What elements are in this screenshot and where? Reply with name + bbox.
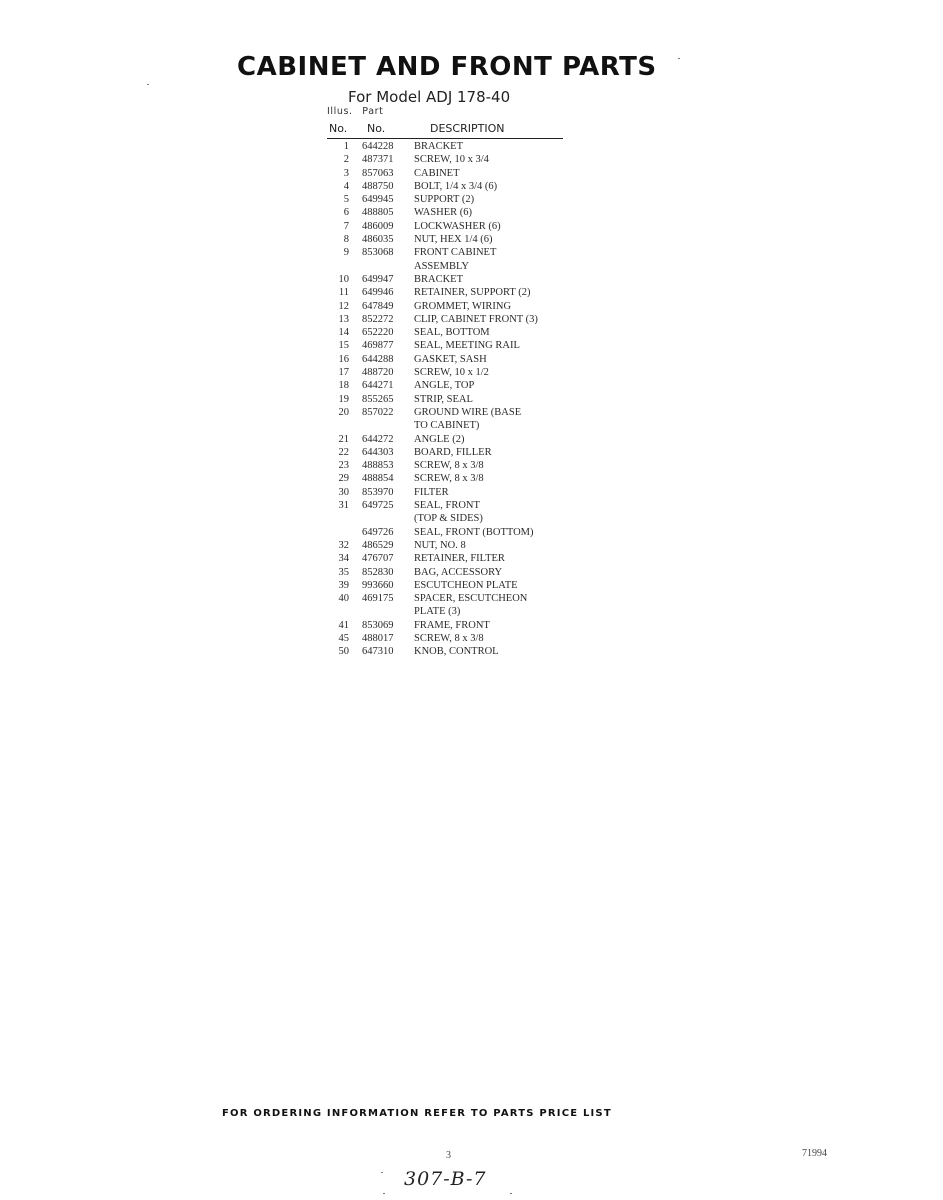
part-number: 993660 [362,579,394,591]
header-part-no: No. [367,122,386,135]
illus-number: 45 [338,632,349,644]
part-number: 853068 [362,247,394,259]
part-row [327,380,577,393]
part-description: FRONT CABINET [414,247,497,259]
model-subtitle: For Model ADJ 178-40 [348,88,511,106]
part-row [327,221,577,234]
part-number: 488853 [362,460,394,472]
part-row [327,287,577,300]
header-divider [327,138,563,139]
part-row [327,261,577,274]
part-number: 488854 [362,473,394,485]
part-description: BRACKET [414,141,464,152]
part-number: 853970 [362,486,394,498]
part-description: CABINET [414,167,460,179]
part-number: 855265 [362,393,394,405]
illus-label: Illus. [327,106,353,117]
part-description: TO CABINET) [414,420,480,432]
illus-number: 5 [343,194,349,206]
part-number: 644271 [362,380,394,392]
part-description: LOCKWASHER (6) [414,220,501,232]
part-row [327,181,577,194]
part-number: 486529 [362,539,394,551]
part-row [327,407,577,420]
part-description: GASKET, SASH [414,353,487,365]
part-description: RETAINER, SUPPORT (2) [414,287,531,299]
part-description: BAG, ACCESSORY [414,566,503,578]
part-row [327,460,577,473]
illus-number: 23 [338,460,349,472]
scan-speck [383,1193,385,1194]
part-description: SCREW, 8 x 3/8 [414,632,484,644]
illus-number: 34 [338,553,349,565]
part-description: ESCUTCHEON PLATE [414,579,518,591]
illus-number: 20 [338,406,349,418]
illus-number: 22 [338,446,349,458]
part-number: 649945 [362,194,394,206]
parts-list [327,141,577,660]
part-row [327,394,577,407]
part-row [327,527,577,540]
part-row [327,420,577,433]
part-number: 853069 [362,619,394,631]
part-description: SEAL, FRONT (BOTTOM) [414,526,534,538]
part-description: STRIP, SEAL [414,393,473,405]
part-row [327,194,577,207]
illus-number: 21 [338,433,349,445]
part-row [327,367,577,380]
header-illus-no: No. [329,122,348,135]
part-row [327,500,577,513]
part-number: 488017 [362,632,394,644]
document-number: 71994 [802,1148,827,1159]
illus-number: 12 [338,300,349,312]
part-description: BRACKET [414,273,464,285]
part-row [327,593,577,606]
part-description: SEAL, FRONT [414,500,480,512]
part-description: KNOB, CONTROL [414,646,499,658]
part-description: RETAINER, FILTER [414,553,505,565]
part-row [327,327,577,340]
part-description: SCREW, 10 x 3/4 [414,154,489,166]
illus-number: 14 [338,327,349,339]
illus-number: 35 [338,566,349,578]
ordering-footer: FOR ORDERING INFORMATION REFER TO PARTS PRICE LIST [222,1108,612,1119]
part-row [327,646,577,659]
part-row [327,606,577,619]
part-row [327,513,577,526]
part-description: SUPPORT (2) [414,194,475,206]
illus-number: 11 [338,287,349,299]
part-row [327,301,577,314]
column-header-top [327,106,389,117]
illus-number: 30 [338,486,349,498]
page-title: CABINET AND FRONT PARTS [237,52,657,82]
part-row [327,447,577,460]
illus-number: 15 [338,340,349,352]
part-description: (TOP & SIDES) [414,513,483,525]
illus-number: 29 [338,473,349,485]
illus-number: 41 [338,619,349,631]
illus-number: 32 [338,539,349,551]
part-description: CLIP, CABINET FRONT (3) [414,313,538,325]
part-number: 652220 [362,327,394,339]
part-description: BOARD, FILLER [414,446,492,458]
scan-speck [678,58,680,59]
part-number: 647310 [362,646,394,658]
part-row [327,473,577,486]
part-row [327,274,577,287]
part-description: NUT, NO. 8 [414,539,466,551]
part-number: 649726 [362,526,394,538]
part-number: 852830 [362,566,394,578]
illus-number: 17 [338,367,349,379]
part-description: SCREW, 10 x 1/2 [414,367,489,379]
part-number: 476707 [362,553,394,565]
part-number: 488720 [362,367,394,379]
column-header [327,122,563,138]
part-description: SCREW, 8 x 3/8 [414,460,484,472]
part-row [327,553,577,566]
part-row [327,168,577,181]
part-description: ASSEMBLY [414,260,469,272]
part-number: 644228 [362,141,394,152]
illus-number: 8 [343,234,349,246]
part-description: NUT, HEX 1/4 (6) [414,234,493,246]
scan-speck [381,1172,383,1173]
part-number: 857063 [362,167,394,179]
part-row [327,207,577,220]
part-row [327,620,577,633]
part-row [327,354,577,367]
page-number: 3 [446,1150,451,1161]
part-row [327,434,577,447]
illus-number: 1 [343,141,349,152]
part-number: 644288 [362,353,394,365]
illus-number: 19 [338,393,349,405]
illus-number: 4 [343,180,349,192]
illus-number: 39 [338,579,349,591]
part-description: GROUND WIRE (BASE [414,406,522,418]
part-row [327,340,577,353]
part-number: 649947 [362,273,394,285]
illus-number: 13 [338,313,349,325]
scan-speck [147,84,149,85]
part-row [327,154,577,167]
part-description: WASHER (6) [414,207,473,219]
illus-number: 6 [343,207,349,219]
illus-number: 31 [338,500,349,512]
part-description: SCREW, 8 x 3/8 [414,473,484,485]
part-row [327,141,577,154]
part-number: 486009 [362,220,394,232]
illus-number: 10 [338,273,349,285]
part-number: 469175 [362,593,394,605]
part-row [327,487,577,500]
part-row [327,247,577,260]
part-row [327,540,577,553]
part-row [327,580,577,593]
illus-number: 50 [338,646,349,658]
part-row [327,633,577,646]
scan-speck [510,1193,512,1194]
part-description: GROMMET, WIRING [414,300,512,312]
part-number: 487371 [362,154,394,166]
part-number: 644303 [362,446,394,458]
part-number: 488805 [362,207,394,219]
part-number: 649946 [362,287,394,299]
part-description: BOLT, 1/4 x 3/4 (6) [414,180,498,192]
illus-number: 16 [338,353,349,365]
part-description: ANGLE (2) [414,433,465,445]
part-number: 488750 [362,180,394,192]
illus-number: 7 [343,220,349,232]
handwritten-note: 307-B-7 [404,1168,487,1190]
illus-number: 40 [338,593,349,605]
part-number: 649725 [362,500,394,512]
part-description: FRAME, FRONT [414,619,490,631]
part-description: SEAL, BOTTOM [414,327,490,339]
illus-number: 18 [338,380,349,392]
part-description: ANGLE, TOP [414,380,475,392]
part-row [327,234,577,247]
illus-number: 9 [343,247,349,259]
part-number: 486035 [362,234,394,246]
part-row [327,314,577,327]
part-description: SPACER, ESCUTCHEON [414,593,528,605]
illus-number: 3 [343,167,349,179]
part-description: FILTER [414,486,449,498]
header-description: DESCRIPTION [430,122,505,135]
part-number: 857022 [362,406,394,418]
part-number: 469877 [362,340,394,352]
illus-number: 2 [343,154,349,166]
part-row [327,567,577,580]
part-label: Part [362,106,384,117]
part-description: PLATE (3) [414,606,461,618]
part-number: 644272 [362,433,394,445]
part-number: 647849 [362,300,394,312]
part-number: 852272 [362,313,394,325]
part-description: SEAL, MEETING RAIL [414,340,520,352]
